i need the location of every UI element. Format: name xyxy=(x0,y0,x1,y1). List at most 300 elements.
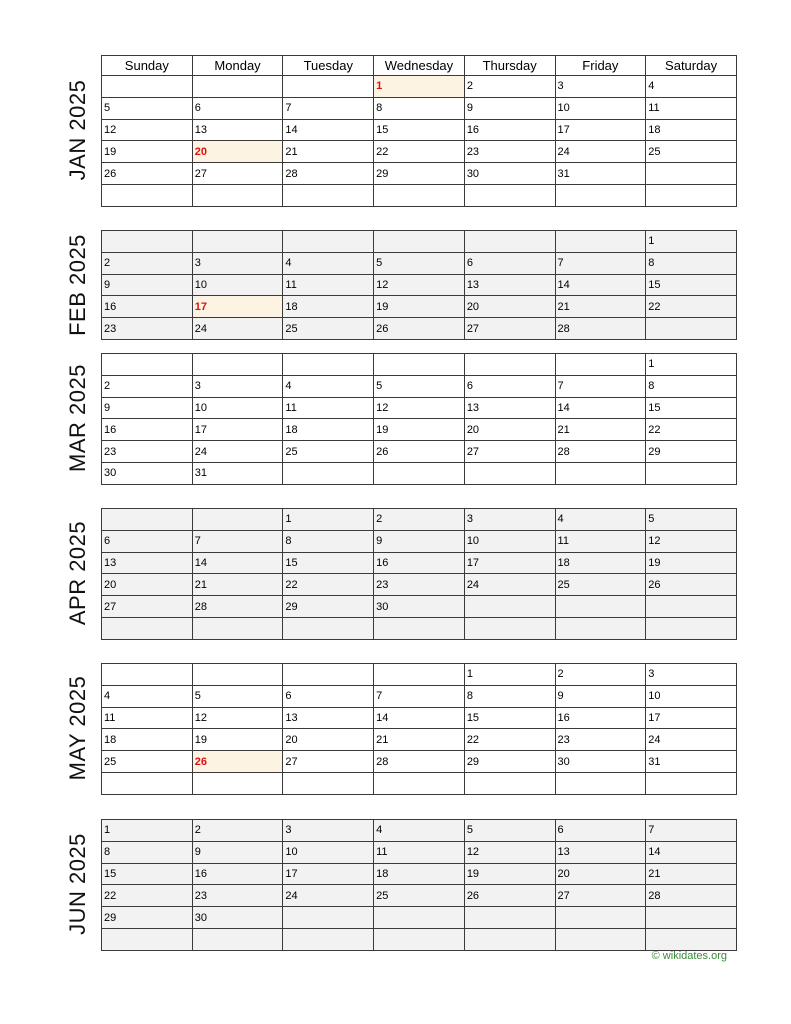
day-cell: 8 xyxy=(283,530,374,552)
week-row xyxy=(102,863,737,885)
day-cell: 7 xyxy=(283,97,374,119)
day-cell: 11 xyxy=(646,97,737,119)
day-cell: 5 xyxy=(102,97,193,119)
day-cell: 27 xyxy=(283,751,374,773)
day-cell: 1 xyxy=(102,820,193,842)
day-cell: 15 xyxy=(102,863,193,885)
day-cell: 22 xyxy=(646,419,737,441)
week-row xyxy=(102,397,737,419)
day-cell: 19 xyxy=(192,729,283,751)
empty-day-cell xyxy=(192,509,283,531)
day-cell: 5 xyxy=(374,375,465,397)
week-row xyxy=(102,119,737,141)
day-cell: 2 xyxy=(464,76,555,98)
week-row xyxy=(102,163,737,185)
empty-day-cell xyxy=(464,184,555,206)
empty-day-cell xyxy=(464,354,555,376)
day-cell: 25 xyxy=(555,574,646,596)
day-cell: 24 xyxy=(646,729,737,751)
day-cell: 6 xyxy=(464,252,555,274)
day-cell: 9 xyxy=(102,274,193,296)
day-cell: 1 xyxy=(646,354,737,376)
day-cell: 15 xyxy=(374,119,465,141)
day-cell: 2 xyxy=(374,509,465,531)
week-row xyxy=(102,419,737,441)
month-label-text: APR 2025 xyxy=(65,521,90,626)
day-cell: 26 xyxy=(464,885,555,907)
day-cell: 29 xyxy=(102,907,193,929)
day-cell: 5 xyxy=(646,509,737,531)
empty-day-cell xyxy=(374,462,465,484)
day-cell: 6 xyxy=(102,530,193,552)
day-cell: 20 xyxy=(464,296,555,318)
empty-day-cell xyxy=(374,664,465,686)
empty-day-cell xyxy=(646,462,737,484)
empty-day-cell xyxy=(555,184,646,206)
day-cell: 31 xyxy=(192,462,283,484)
day-cell: 14 xyxy=(192,552,283,574)
day-cell: 7 xyxy=(374,685,465,707)
day-cell: 21 xyxy=(555,296,646,318)
day-cell: 10 xyxy=(555,97,646,119)
week-row xyxy=(102,441,737,463)
week-row xyxy=(102,574,737,596)
day-cell: 21 xyxy=(374,729,465,751)
month-label xyxy=(65,364,90,473)
day-cell: 22 xyxy=(374,141,465,163)
week-row xyxy=(102,252,737,274)
day-cell: 16 xyxy=(102,296,193,318)
empty-day-cell xyxy=(555,462,646,484)
day-cell: 30 xyxy=(374,596,465,618)
day-cell: 25 xyxy=(102,751,193,773)
day-cell: 3 xyxy=(192,252,283,274)
week-row xyxy=(102,552,737,574)
empty-day-cell xyxy=(464,617,555,639)
day-cell: 29 xyxy=(646,441,737,463)
day-cell: 20 xyxy=(283,729,374,751)
weekday-header: Monday xyxy=(192,56,283,76)
empty-day-cell xyxy=(192,617,283,639)
day-cell: 7 xyxy=(555,375,646,397)
day-cell: 22 xyxy=(646,296,737,318)
day-cell: 11 xyxy=(283,274,374,296)
day-cell: 21 xyxy=(555,419,646,441)
day-cell: 19 xyxy=(374,296,465,318)
day-cell: 18 xyxy=(102,729,193,751)
day-cell: 14 xyxy=(646,841,737,863)
day-cell: 6 xyxy=(464,375,555,397)
empty-day-cell xyxy=(192,231,283,253)
empty-day-cell xyxy=(464,231,555,253)
empty-day-cell xyxy=(283,231,374,253)
day-cell: 24 xyxy=(555,141,646,163)
week-row xyxy=(102,928,737,950)
day-cell: 22 xyxy=(283,574,374,596)
month-label xyxy=(65,80,90,181)
empty-day-cell xyxy=(192,184,283,206)
day-cell: 24 xyxy=(464,574,555,596)
weekday-header-row xyxy=(102,56,737,76)
day-cell: 13 xyxy=(102,552,193,574)
empty-day-cell xyxy=(102,928,193,950)
day-cell: 3 xyxy=(555,76,646,98)
day-cell: 25 xyxy=(283,318,374,340)
day-cell: 20 xyxy=(102,574,193,596)
day-cell: 14 xyxy=(283,119,374,141)
empty-day-cell xyxy=(192,354,283,376)
day-cell: 9 xyxy=(555,685,646,707)
empty-day-cell xyxy=(283,184,374,206)
day-cell: 8 xyxy=(646,375,737,397)
day-cell: 5 xyxy=(464,820,555,842)
day-cell: 28 xyxy=(646,885,737,907)
empty-day-cell xyxy=(102,184,193,206)
day-cell: 1 xyxy=(464,664,555,686)
day-cell: 10 xyxy=(464,530,555,552)
day-cell: 23 xyxy=(374,574,465,596)
day-cell: 21 xyxy=(646,863,737,885)
day-cell: 18 xyxy=(555,552,646,574)
empty-day-cell xyxy=(555,231,646,253)
week-row xyxy=(102,530,737,552)
week-row xyxy=(102,97,737,119)
day-cell: 25 xyxy=(374,885,465,907)
day-cell: 24 xyxy=(192,318,283,340)
day-cell: 28 xyxy=(374,751,465,773)
weekday-header: Friday xyxy=(555,56,646,76)
empty-day-cell xyxy=(464,596,555,618)
month-label-text: MAY 2025 xyxy=(65,676,90,781)
day-cell: 20 xyxy=(555,863,646,885)
day-cell: 2 xyxy=(102,375,193,397)
empty-day-cell xyxy=(374,617,465,639)
week-row xyxy=(102,231,737,253)
day-cell: 17 xyxy=(464,552,555,574)
day-cell: 14 xyxy=(374,707,465,729)
empty-day-cell xyxy=(374,184,465,206)
day-cell: 14 xyxy=(555,274,646,296)
empty-day-cell xyxy=(646,772,737,794)
day-cell: 13 xyxy=(555,841,646,863)
week-row xyxy=(102,907,737,929)
week-row xyxy=(102,617,737,639)
day-cell: 16 xyxy=(464,119,555,141)
holiday-day-cell: 1 xyxy=(374,76,465,98)
day-cell: 14 xyxy=(555,397,646,419)
day-cell: 12 xyxy=(464,841,555,863)
day-cell: 4 xyxy=(283,375,374,397)
day-cell: 2 xyxy=(192,820,283,842)
empty-day-cell xyxy=(192,772,283,794)
day-cell: 24 xyxy=(283,885,374,907)
day-cell: 19 xyxy=(646,552,737,574)
day-cell: 29 xyxy=(374,163,465,185)
empty-day-cell xyxy=(192,664,283,686)
empty-day-cell xyxy=(102,509,193,531)
day-cell: 1 xyxy=(646,231,737,253)
empty-day-cell xyxy=(555,354,646,376)
empty-day-cell xyxy=(555,772,646,794)
empty-day-cell xyxy=(646,318,737,340)
day-cell: 17 xyxy=(283,863,374,885)
week-row xyxy=(102,685,737,707)
empty-day-cell xyxy=(374,231,465,253)
day-cell: 30 xyxy=(102,462,193,484)
week-row xyxy=(102,76,737,98)
day-cell: 4 xyxy=(555,509,646,531)
month-grid xyxy=(101,819,737,951)
day-cell: 9 xyxy=(192,841,283,863)
empty-day-cell xyxy=(374,907,465,929)
weekday-header: Sunday xyxy=(102,56,193,76)
day-cell: 26 xyxy=(374,318,465,340)
empty-day-cell xyxy=(283,462,374,484)
day-cell: 25 xyxy=(283,441,374,463)
day-cell: 11 xyxy=(283,397,374,419)
empty-day-cell xyxy=(283,772,374,794)
day-cell: 26 xyxy=(102,163,193,185)
month-label xyxy=(65,521,90,626)
footer-credit[interactable]: © wikidates.org xyxy=(651,950,727,962)
day-cell: 27 xyxy=(102,596,193,618)
month-grid xyxy=(101,55,737,207)
day-cell: 8 xyxy=(374,97,465,119)
day-cell: 30 xyxy=(464,163,555,185)
day-cell: 17 xyxy=(646,707,737,729)
day-cell: 7 xyxy=(192,530,283,552)
day-cell: 4 xyxy=(374,820,465,842)
day-cell: 18 xyxy=(283,419,374,441)
day-cell: 27 xyxy=(464,318,555,340)
empty-day-cell xyxy=(283,664,374,686)
empty-day-cell xyxy=(646,907,737,929)
week-row xyxy=(102,296,737,318)
day-cell: 23 xyxy=(555,729,646,751)
empty-day-cell xyxy=(283,617,374,639)
day-cell: 30 xyxy=(555,751,646,773)
empty-day-cell xyxy=(464,928,555,950)
month-label xyxy=(65,676,90,781)
day-cell: 6 xyxy=(192,97,283,119)
empty-day-cell xyxy=(283,354,374,376)
day-cell: 7 xyxy=(555,252,646,274)
day-cell: 11 xyxy=(374,841,465,863)
day-cell: 28 xyxy=(555,318,646,340)
week-row xyxy=(102,885,737,907)
week-row xyxy=(102,707,737,729)
day-cell: 20 xyxy=(464,419,555,441)
day-cell: 3 xyxy=(283,820,374,842)
empty-day-cell xyxy=(555,907,646,929)
day-cell: 17 xyxy=(192,419,283,441)
empty-day-cell xyxy=(192,928,283,950)
week-row xyxy=(102,274,737,296)
week-row xyxy=(102,820,737,842)
day-cell: 15 xyxy=(646,397,737,419)
day-cell: 27 xyxy=(464,441,555,463)
day-cell: 15 xyxy=(464,707,555,729)
day-cell: 26 xyxy=(646,574,737,596)
day-cell: 24 xyxy=(192,441,283,463)
day-cell: 12 xyxy=(374,274,465,296)
day-cell: 28 xyxy=(283,163,374,185)
week-row xyxy=(102,184,737,206)
day-cell: 1 xyxy=(283,509,374,531)
week-row xyxy=(102,664,737,686)
month-label-text: FEB 2025 xyxy=(65,233,90,336)
day-cell: 18 xyxy=(283,296,374,318)
day-cell: 11 xyxy=(102,707,193,729)
day-cell: 4 xyxy=(283,252,374,274)
day-cell: 9 xyxy=(464,97,555,119)
empty-day-cell xyxy=(646,596,737,618)
empty-day-cell xyxy=(283,907,374,929)
month-label-text: JAN 2025 xyxy=(65,80,90,181)
day-cell: 23 xyxy=(102,441,193,463)
day-cell: 17 xyxy=(555,119,646,141)
empty-day-cell xyxy=(374,354,465,376)
day-cell: 13 xyxy=(464,274,555,296)
day-cell: 10 xyxy=(192,274,283,296)
day-cell: 27 xyxy=(555,885,646,907)
day-cell: 23 xyxy=(464,141,555,163)
day-cell: 18 xyxy=(646,119,737,141)
day-cell: 3 xyxy=(464,509,555,531)
empty-day-cell xyxy=(283,928,374,950)
weekday-header: Thursday xyxy=(464,56,555,76)
day-cell: 30 xyxy=(192,907,283,929)
day-cell: 28 xyxy=(555,441,646,463)
empty-day-cell xyxy=(646,184,737,206)
day-cell: 16 xyxy=(102,419,193,441)
day-cell: 31 xyxy=(646,751,737,773)
weekday-header: Saturday xyxy=(646,56,737,76)
day-cell: 2 xyxy=(102,252,193,274)
week-row xyxy=(102,596,737,618)
day-cell: 22 xyxy=(102,885,193,907)
empty-day-cell xyxy=(464,772,555,794)
week-row xyxy=(102,841,737,863)
day-cell: 19 xyxy=(464,863,555,885)
day-cell: 9 xyxy=(102,397,193,419)
day-cell: 6 xyxy=(555,820,646,842)
day-cell: 10 xyxy=(646,685,737,707)
day-cell: 29 xyxy=(283,596,374,618)
day-cell: 9 xyxy=(374,530,465,552)
empty-day-cell xyxy=(374,772,465,794)
day-cell: 7 xyxy=(646,820,737,842)
day-cell: 12 xyxy=(102,119,193,141)
empty-day-cell xyxy=(102,231,193,253)
day-cell: 26 xyxy=(374,441,465,463)
day-cell: 21 xyxy=(283,141,374,163)
month-label xyxy=(65,833,90,936)
holiday-day-cell: 26 xyxy=(192,751,283,773)
empty-day-cell xyxy=(374,928,465,950)
month-grid xyxy=(101,508,737,640)
day-cell: 8 xyxy=(464,685,555,707)
empty-day-cell xyxy=(646,163,737,185)
month-grid xyxy=(101,353,737,485)
day-cell: 16 xyxy=(192,863,283,885)
day-cell: 13 xyxy=(283,707,374,729)
day-cell: 23 xyxy=(192,885,283,907)
day-cell: 15 xyxy=(283,552,374,574)
month-grid xyxy=(101,663,737,795)
empty-day-cell xyxy=(464,462,555,484)
day-cell: 25 xyxy=(646,141,737,163)
day-cell: 29 xyxy=(464,751,555,773)
empty-day-cell xyxy=(555,928,646,950)
day-cell: 3 xyxy=(192,375,283,397)
day-cell: 4 xyxy=(646,76,737,98)
weekday-header: Wednesday xyxy=(374,56,465,76)
empty-day-cell xyxy=(102,354,193,376)
month-label xyxy=(65,233,90,336)
day-cell: 21 xyxy=(192,574,283,596)
empty-day-cell xyxy=(102,617,193,639)
empty-day-cell xyxy=(283,76,374,98)
week-row xyxy=(102,462,737,484)
empty-day-cell xyxy=(555,596,646,618)
empty-day-cell xyxy=(646,617,737,639)
day-cell: 31 xyxy=(555,163,646,185)
day-cell: 19 xyxy=(102,141,193,163)
day-cell: 10 xyxy=(192,397,283,419)
holiday-day-cell: 20 xyxy=(192,141,283,163)
day-cell: 13 xyxy=(464,397,555,419)
day-cell: 3 xyxy=(646,664,737,686)
empty-day-cell xyxy=(192,76,283,98)
day-cell: 27 xyxy=(192,163,283,185)
day-cell: 8 xyxy=(646,252,737,274)
day-cell: 12 xyxy=(374,397,465,419)
empty-day-cell xyxy=(555,617,646,639)
day-cell: 28 xyxy=(192,596,283,618)
day-cell: 15 xyxy=(646,274,737,296)
month-label-text: JUN 2025 xyxy=(65,833,90,936)
day-cell: 18 xyxy=(374,863,465,885)
day-cell: 11 xyxy=(555,530,646,552)
day-cell: 5 xyxy=(374,252,465,274)
week-row xyxy=(102,772,737,794)
month-grid xyxy=(101,230,737,340)
month-label-text: MAR 2025 xyxy=(65,364,90,473)
day-cell: 23 xyxy=(102,318,193,340)
empty-day-cell xyxy=(102,664,193,686)
empty-day-cell xyxy=(646,928,737,950)
day-cell: 12 xyxy=(192,707,283,729)
day-cell: 16 xyxy=(374,552,465,574)
empty-day-cell xyxy=(102,76,193,98)
day-cell: 12 xyxy=(646,530,737,552)
week-row xyxy=(102,354,737,376)
week-row xyxy=(102,509,737,531)
day-cell: 22 xyxy=(464,729,555,751)
week-row xyxy=(102,751,737,773)
week-row xyxy=(102,375,737,397)
day-cell: 16 xyxy=(555,707,646,729)
day-cell: 6 xyxy=(283,685,374,707)
holiday-day-cell: 17 xyxy=(192,296,283,318)
day-cell: 5 xyxy=(192,685,283,707)
weekday-header: Tuesday xyxy=(283,56,374,76)
day-cell: 2 xyxy=(555,664,646,686)
day-cell: 19 xyxy=(374,419,465,441)
week-row xyxy=(102,729,737,751)
empty-day-cell xyxy=(464,907,555,929)
